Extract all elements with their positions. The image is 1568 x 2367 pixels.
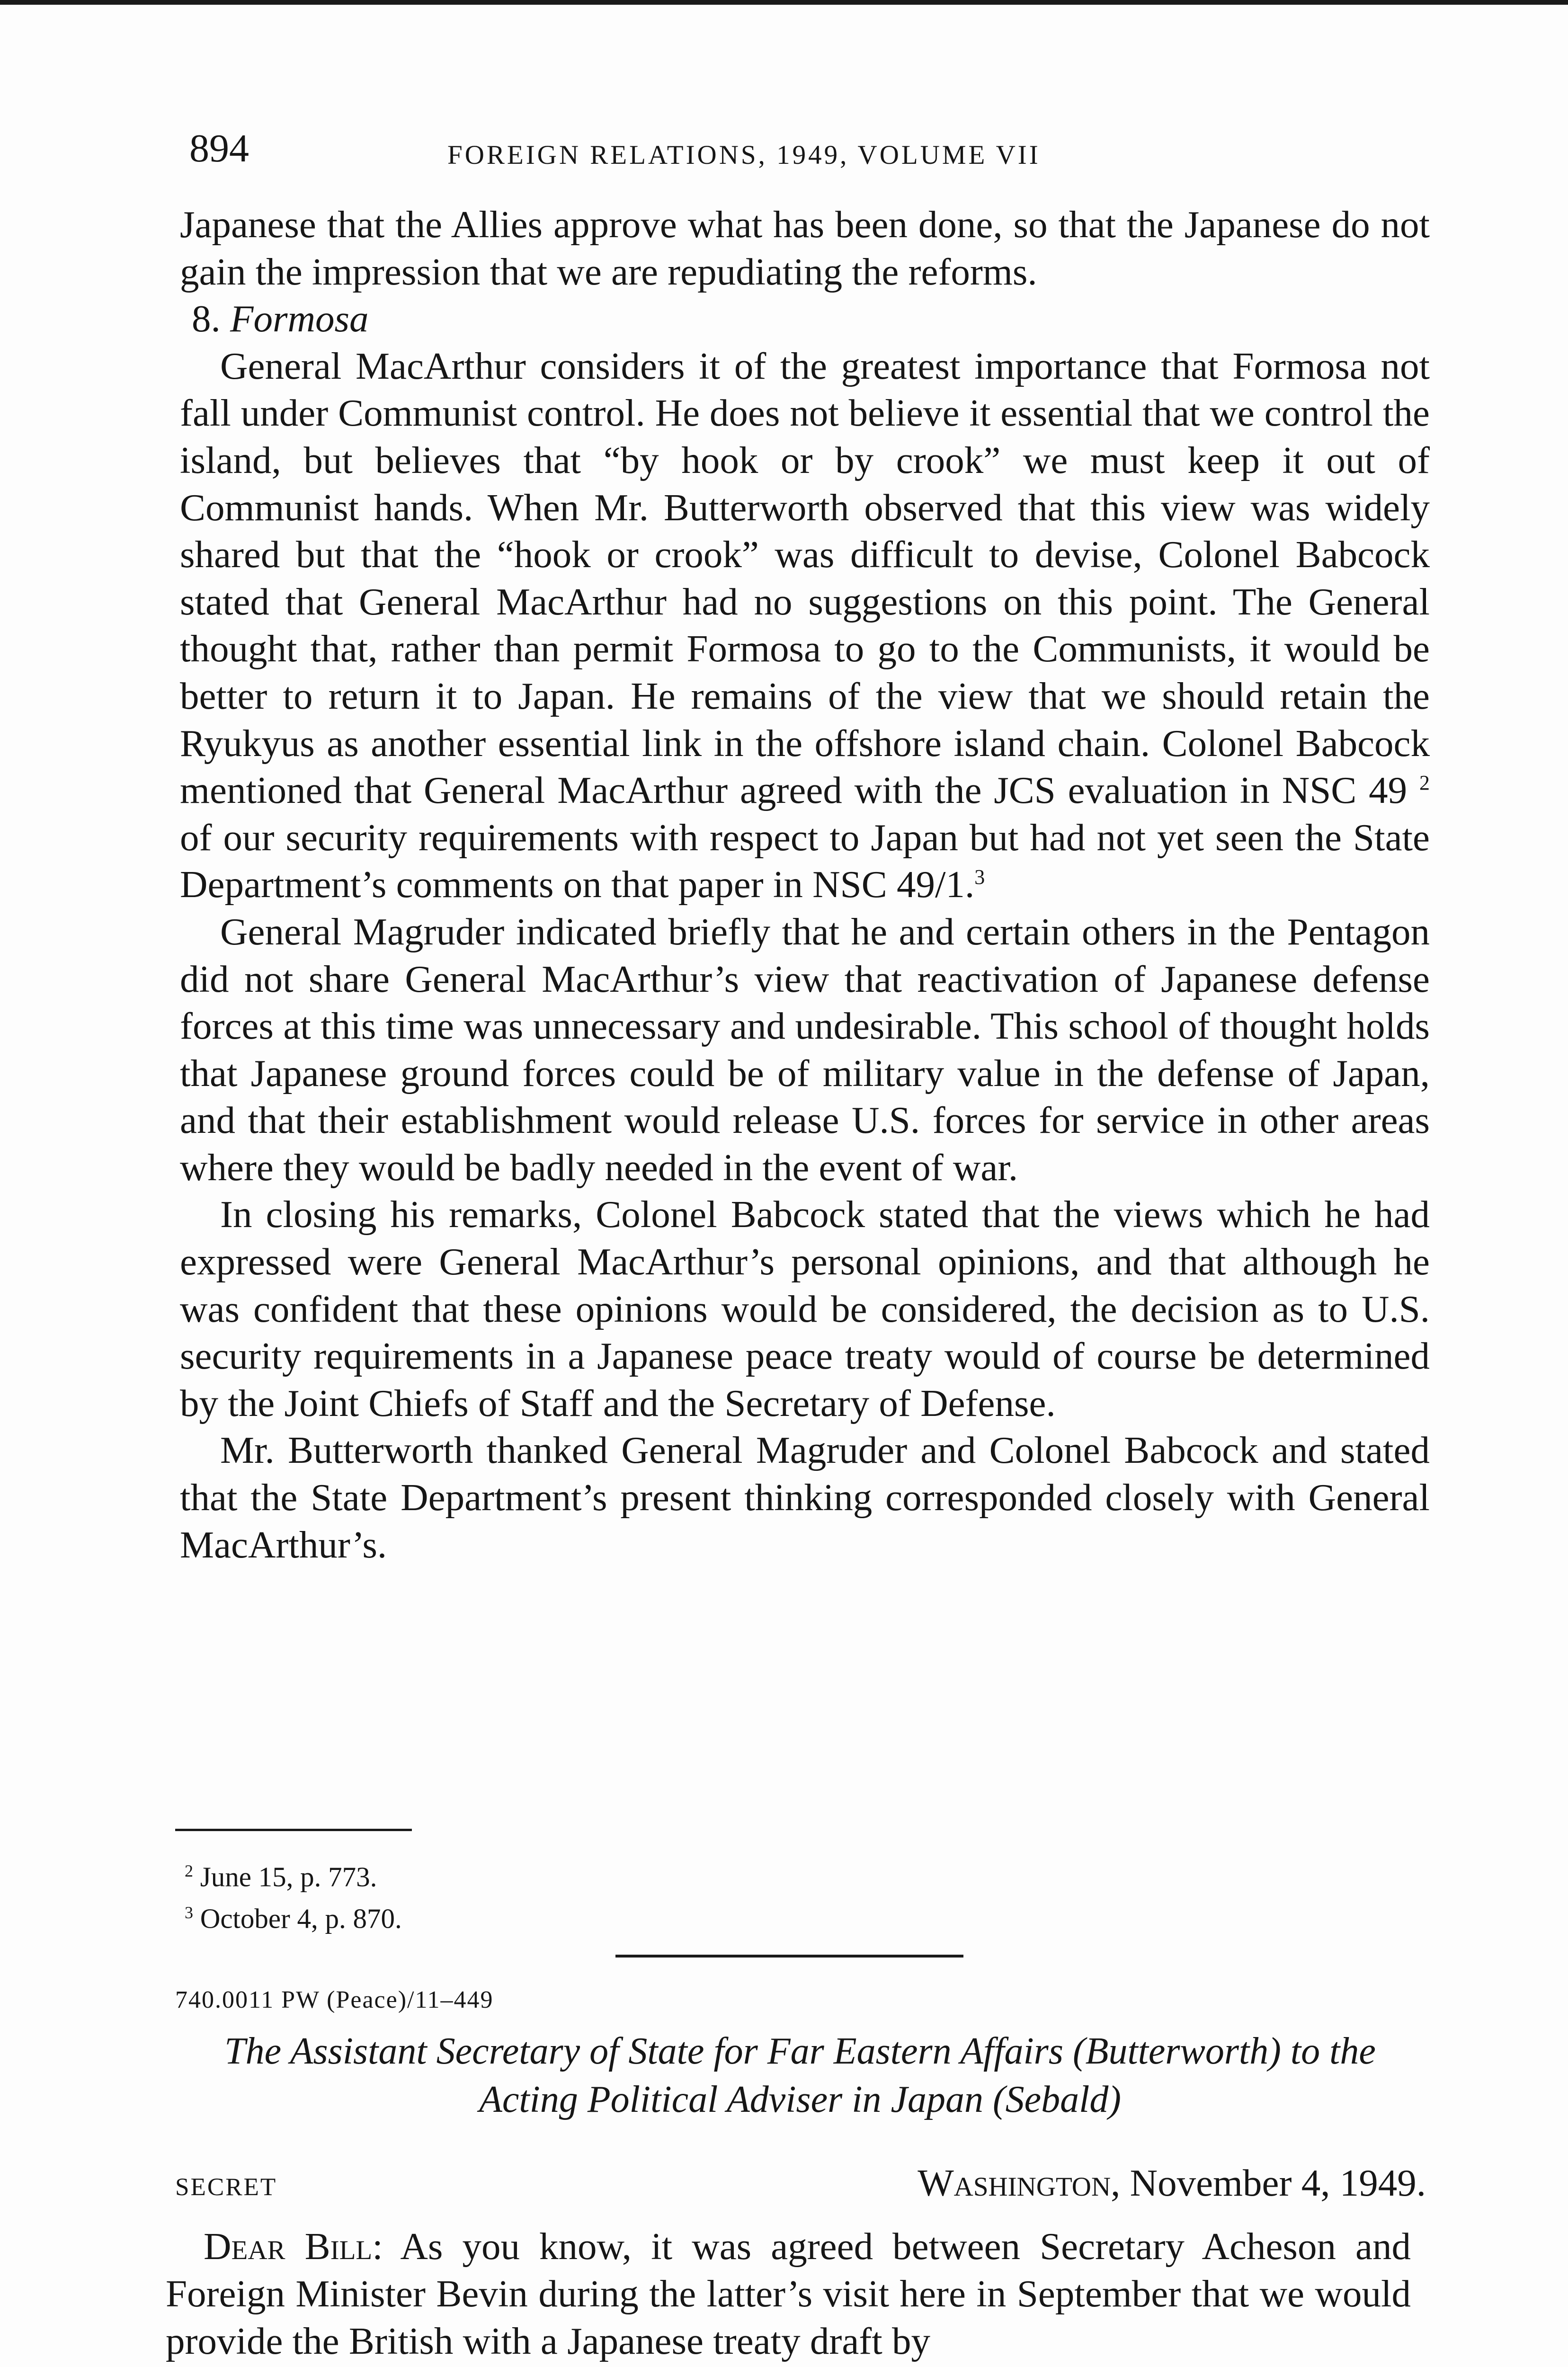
dateline [918, 2161, 1426, 2205]
paragraph-formosa-text-b: of our security requirements with respect to Japan but had not yet seen the State Department’s comments on that paper in NSC 49/1. [180, 816, 1430, 906]
footnote-mark: 3 [185, 1903, 193, 1922]
paragraph-closing: In closing his remarks, Colonel Babcock stated that the views which he had expressed were General MacArthur’s personal opinions, and that although he was confident that these opinions would be considered, the decision as to U.S. security requirements in a Japanese peace treaty would of course be determined by the Joint Chiefs of Staff and the Secretary of Defense. [180, 1193, 1430, 1424]
letter-body [166, 2223, 1411, 2365]
page-number: 894 [189, 126, 249, 170]
dateline-date: , November 4, 1949. [1111, 2162, 1426, 2204]
page-header [189, 125, 1425, 178]
paragraph-formosa-text-a: General MacArthur considers it of the greatest importance that Formosa not fall under Communist control. He does not believe it essential that we control the island, but believes that “by hook or by crook” we must keep it out of Communist hands. When Mr. Butterworth observed that this view was widely shared but that the “hook or crook” was difficult to devise, Colonel Babcock stated that General MacArthur had no suggestions on this point. The General thought that, rather than permit Formosa to go to the Communists, it would be better to return it to Japan. He remains of the view that we should retain the Ryukyus as another essential link in the offshore island chain. Colonel Babcock mentioned that General MacArthur agreed with the JCS evaluation in NSC 49 [180, 344, 1430, 812]
footnote-mark: 2 [185, 1861, 193, 1880]
section-number: 8. [192, 297, 221, 340]
document-separator [615, 1955, 963, 1958]
footnote-text: October 4, p. 870. [200, 1903, 402, 1934]
footnote-rule [175, 1829, 412, 1831]
body-text [180, 201, 1430, 1568]
footnotes [175, 1853, 402, 1936]
paragraph-magruder: General Magruder indicated briefly that he and certain others in the Pentagon did not share General MacArthur’s view that reactivation of Japanese defense forces at this time was unnecessary and undesirable. This school of thought holds that Japanese ground forces could be of military value in the defense of Japan, and that their establishment would release U.S. forces for service in other areas where they would be badly needed in the event of war. [180, 910, 1430, 1189]
letter-opening-paragraph [166, 2223, 1411, 2365]
footnote-item [175, 1895, 402, 1937]
paragraph-butterworth: Mr. Butterworth thanked General Magruder and Colonel Babcock and stated that the State Department’s present thinking corresponded closely with General MacArthur’s. [180, 1429, 1430, 1566]
dateline-place: Washington [918, 2162, 1111, 2204]
classification-label: SECRET [175, 2173, 277, 2201]
section-heading [180, 295, 1430, 343]
file-number: 740.0011 PW (Peace)/11–449 [175, 1986, 494, 2013]
footnote-text: June 15, p. 773. [200, 1861, 377, 1893]
section-title: Formosa [230, 297, 369, 340]
footnote-ref-2: 2 [1419, 771, 1430, 795]
running-head: FOREIGN RELATIONS, 1949, VOLUME VII [447, 140, 1041, 170]
footnote-item [175, 1853, 402, 1895]
document-title: The Assistant Secretary of State for Far Eastern Affairs (Butterworth) to the Acting Political Adviser in Japan (Sebald) [224, 2030, 1376, 2120]
letter-opening-text: : As you know, it was agreed between Secretary Acheson and Foreign Minister Bevin during the latter’s visit here in September that we would provide the British with a Japanese treaty draft by [166, 2225, 1411, 2362]
scan-edge-divider [0, 0, 1568, 5]
continuation-paragraph: Japanese that the Allies approve what has been done, so that the Japanese do not gain the impression that we are repudiating the reforms. [180, 203, 1430, 293]
salutation: Dear Bill [204, 2225, 373, 2268]
footnote-ref-3: 3 [974, 865, 985, 889]
paragraph-formosa [180, 343, 1430, 908]
